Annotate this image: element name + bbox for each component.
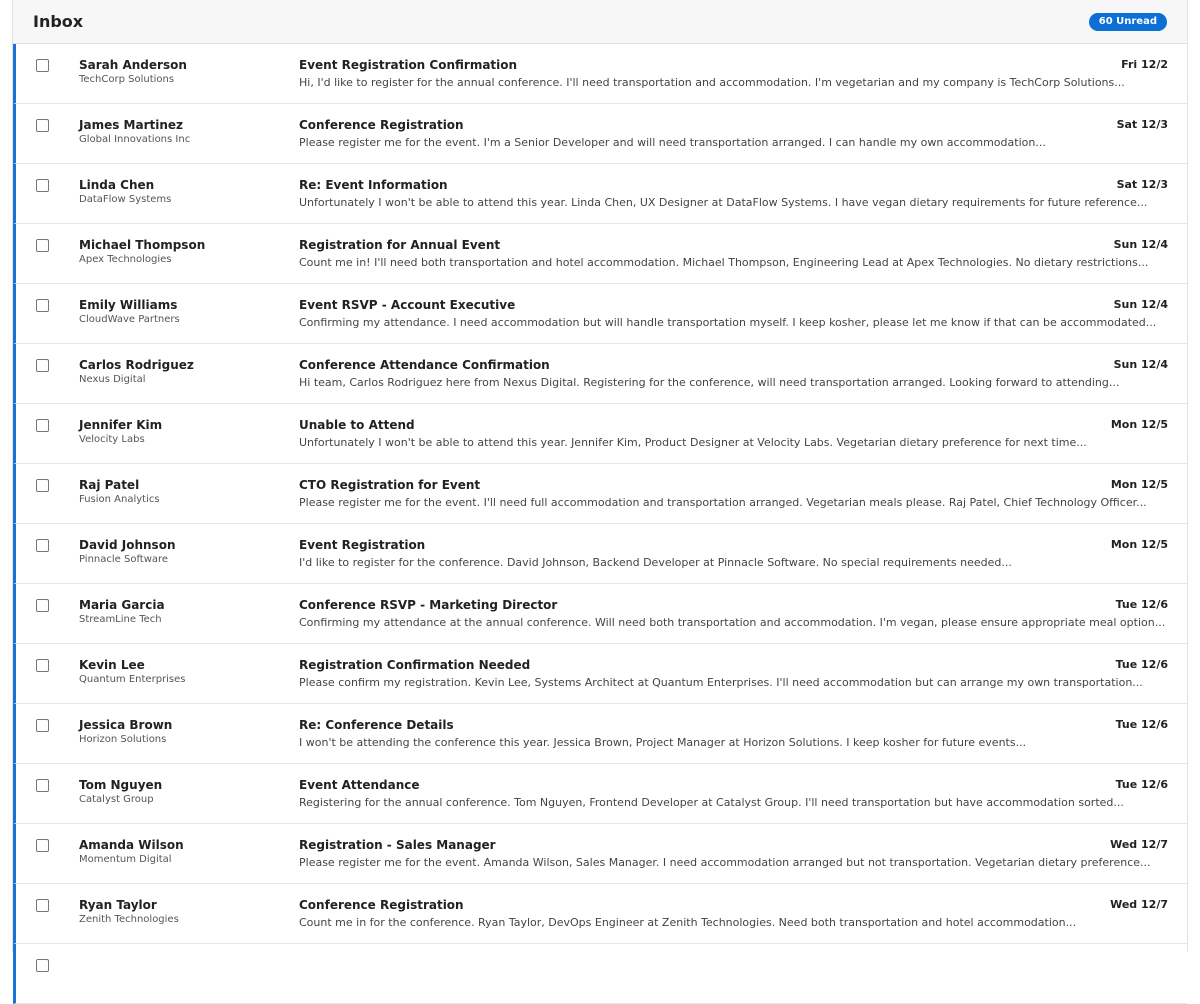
- email-subject: Registration for Annual Event: [299, 238, 501, 252]
- select-email-checkbox[interactable]: [36, 419, 49, 432]
- email-date: Sat 12/3: [1116, 178, 1168, 191]
- sender-company: Nexus Digital: [79, 374, 146, 385]
- email-preview: Please confirm my registration. Kevin Lee, Systems Architect at Quantum Enterprises. I'll need accommodation but can arrange my own transportation...: [299, 676, 1143, 689]
- email-row[interactable]: [13, 464, 1187, 524]
- email-row[interactable]: [13, 584, 1187, 644]
- sender-block: [79, 358, 289, 386]
- email-date: Sun 12/4: [1113, 358, 1168, 371]
- email-date: Sun 12/4: [1113, 298, 1168, 311]
- email-date: Wed 12/7: [1110, 898, 1168, 911]
- sender-block: [79, 238, 289, 266]
- email-preview: Count me in for the conference. Ryan Taylor, DevOps Engineer at Zenith Technologies. Need both transportation and hotel accommodation...: [299, 916, 1077, 929]
- sender-name: Emily Williams: [79, 298, 178, 312]
- email-preview: Registering for the annual conference. Tom Nguyen, Frontend Developer at Catalyst Group. I'll need transportation but have accommodation sorted...: [299, 796, 1124, 809]
- email-content: [299, 118, 1069, 149]
- sender-company: Zenith Technologies: [79, 914, 179, 925]
- email-preview: Please register me for the event. Amanda Wilson, Sales Manager. I need accommodation arranged but not transportation. Vegetarian dietary preference...: [299, 856, 1151, 869]
- email-row[interactable]: [13, 824, 1187, 884]
- email-subject: Event RSVP - Account Executive: [299, 298, 516, 312]
- sender-name: Sarah Anderson: [79, 58, 187, 72]
- sender-company: Quantum Enterprises: [79, 674, 186, 685]
- sender-name: Michael Thompson: [79, 238, 206, 252]
- select-email-checkbox[interactable]: [36, 779, 49, 792]
- select-email-checkbox[interactable]: [36, 899, 49, 912]
- email-subject: Registration Confirmation Needed: [299, 658, 531, 672]
- select-email-checkbox[interactable]: [36, 659, 49, 672]
- email-date: Mon 12/5: [1110, 478, 1168, 491]
- email-row[interactable]: [13, 944, 1187, 1004]
- sender-block: [79, 298, 289, 326]
- sender-name: Carlos Rodriguez: [79, 358, 194, 372]
- email-preview: Please register me for the event. I'm a Senior Developer and will need transportation arranged. I can handle my own accommodation...: [299, 136, 1046, 149]
- select-email-checkbox[interactable]: [36, 239, 49, 252]
- select-email-checkbox[interactable]: [36, 179, 49, 192]
- email-date: Fri 12/2: [1121, 58, 1168, 71]
- email-date: Wed 12/7: [1110, 838, 1168, 851]
- email-preview: Hi, I'd like to register for the annual conference. I'll need transportation and accommodation. I'm vegetarian and my company is TechCorp Solutions...: [299, 76, 1125, 89]
- email-row[interactable]: [13, 104, 1187, 164]
- select-email-checkbox[interactable]: [36, 719, 49, 732]
- select-email-checkbox[interactable]: [36, 59, 49, 72]
- email-content: [299, 538, 1069, 569]
- email-date: Tue 12/6: [1115, 598, 1168, 611]
- email-content: [299, 718, 1069, 749]
- sender-company: Apex Technologies: [79, 254, 172, 265]
- email-content: [299, 778, 1124, 809]
- email-preview: Confirming my attendance. I need accommodation but will handle transportation myself. I keep kosher, please let me know if that can be accommodated...: [299, 316, 1157, 329]
- sender-name: Maria Garcia: [79, 598, 165, 612]
- email-content: [299, 898, 1077, 929]
- sender-block: [79, 778, 289, 806]
- sender-company: Pinnacle Software: [79, 554, 169, 565]
- inbox-panel: [12, 0, 1188, 952]
- sender-block: [79, 898, 289, 926]
- sender-company: Momentum Digital: [79, 854, 172, 865]
- select-email-checkbox[interactable]: [36, 599, 49, 612]
- sender-company: StreamLine Tech: [79, 614, 162, 625]
- email-preview: Hi team, Carlos Rodriguez here from Nexus Digital. Registering for the conference, will need transportation arranged. Looking forward to attending...: [299, 376, 1120, 389]
- select-email-checkbox[interactable]: [36, 839, 49, 852]
- email-subject: CTO Registration for Event: [299, 478, 481, 492]
- email-date: Mon 12/5: [1110, 418, 1168, 431]
- email-row[interactable]: [13, 524, 1187, 584]
- sender-name: David Johnson: [79, 538, 176, 552]
- email-subject: Re: Event Information: [299, 178, 448, 192]
- email-subject: Unable to Attend: [299, 418, 415, 432]
- email-content: [299, 418, 1087, 449]
- select-email-checkbox[interactable]: [36, 479, 49, 492]
- email-content: [299, 58, 1125, 89]
- sender-block: [79, 598, 289, 626]
- sender-name: Jennifer Kim: [79, 418, 163, 432]
- email-row[interactable]: [13, 404, 1187, 464]
- email-date: Tue 12/6: [1115, 718, 1168, 731]
- email-subject: Conference Registration: [299, 898, 464, 912]
- sender-block: [79, 718, 289, 746]
- sender-company: Global Innovations Inc: [79, 134, 191, 145]
- email-subject: Event Registration Confirmation: [299, 58, 518, 72]
- sender-block: [79, 838, 289, 866]
- unread-count-badge: 60 Unread: [1089, 13, 1167, 31]
- select-email-checkbox[interactable]: [36, 299, 49, 312]
- sender-company: TechCorp Solutions: [79, 74, 175, 85]
- email-date: Tue 12/6: [1115, 658, 1168, 671]
- email-preview: Please register me for the event. I'll need full accommodation and transportation arranged. Vegetarian meals please. Raj Patel, Chief Technology Officer...: [299, 496, 1147, 509]
- sender-name: Raj Patel: [79, 478, 140, 492]
- email-preview: Unfortunately I won't be able to attend this year. Linda Chen, UX Designer at DataFlow Systems. I have vegan dietary requirements for future reference...: [299, 196, 1148, 209]
- sender-block: [79, 58, 289, 86]
- sender-name: Ryan Taylor: [79, 898, 157, 912]
- email-subject: Event Registration: [299, 538, 426, 552]
- email-row[interactable]: [13, 644, 1187, 704]
- email-preview: I'd like to register for the conference. David Johnson, Backend Developer at Pinnacle Software. No special requirements needed...: [299, 556, 1012, 569]
- email-row[interactable]: [13, 764, 1187, 824]
- sender-company: CloudWave Partners: [79, 314, 180, 325]
- email-preview: Confirming my attendance at the annual conference. Will need both transportation and accommodation. I'm vegan, please ensure appropriate meal option...: [299, 616, 1166, 629]
- sender-name: Tom Nguyen: [79, 778, 163, 792]
- sender-company: Fusion Analytics: [79, 494, 160, 505]
- sender-company: DataFlow Systems: [79, 194, 172, 205]
- email-subject: Conference Registration: [299, 118, 464, 132]
- inbox-header: [13, 0, 1187, 44]
- email-subject: Registration - Sales Manager: [299, 838, 496, 852]
- sender-name: Linda Chen: [79, 178, 155, 192]
- email-date: Sun 12/4: [1113, 238, 1168, 251]
- sender-name: Kevin Lee: [79, 658, 145, 672]
- select-email-checkbox[interactable]: [36, 119, 49, 132]
- email-row[interactable]: [13, 704, 1187, 764]
- sender-block: [79, 418, 289, 446]
- sender-block: [79, 178, 289, 206]
- email-row[interactable]: [13, 284, 1187, 344]
- email-preview: Count me in! I'll need both transportation and hotel accommodation. Michael Thompson, Engineering Lead at Apex Technologies. No dietary restrictions...: [299, 256, 1149, 269]
- email-row[interactable]: [13, 44, 1187, 104]
- email-date: Tue 12/6: [1115, 778, 1168, 791]
- email-content: [299, 958, 1069, 962]
- email-row[interactable]: [13, 224, 1187, 284]
- sender-name: James Martinez: [79, 118, 183, 132]
- sender-name: Jessica Brown: [79, 718, 173, 732]
- sender-company: Horizon Solutions: [79, 734, 167, 745]
- email-list: [13, 44, 1187, 1004]
- email-subject: Conference RSVP - Marketing Director: [299, 598, 558, 612]
- email-row[interactable]: [13, 884, 1187, 944]
- email-subject: Conference Attendance Confirmation: [299, 358, 550, 372]
- email-content: [299, 358, 1120, 389]
- email-date: Sat 12/3: [1116, 118, 1168, 131]
- email-row[interactable]: [13, 344, 1187, 404]
- sender-block: [79, 658, 289, 686]
- email-date: Mon 12/5: [1110, 538, 1168, 551]
- sender-name: Amanda Wilson: [79, 838, 184, 852]
- select-email-checkbox[interactable]: [36, 359, 49, 372]
- select-email-checkbox[interactable]: [36, 959, 49, 972]
- sender-company: Catalyst Group: [79, 794, 154, 805]
- sender-company: Velocity Labs: [79, 434, 145, 445]
- email-subject: Re: Conference Details: [299, 718, 454, 732]
- email-preview: Unfortunately I won't be able to attend this year. Jennifer Kim, Product Designer at Velocity Labs. Vegetarian dietary preference for next time...: [299, 436, 1087, 449]
- email-row[interactable]: [13, 164, 1187, 224]
- sender-block: [79, 478, 289, 506]
- email-preview: I won't be attending the conference this year. Jessica Brown, Project Manager at Horizon Solutions. I keep kosher for future events...: [299, 736, 1027, 749]
- select-email-checkbox[interactable]: [36, 539, 49, 552]
- page-title: Inbox: [33, 12, 84, 31]
- sender-block: [79, 538, 289, 566]
- sender-block: [79, 958, 289, 960]
- sender-block: [79, 118, 289, 146]
- email-subject: Event Attendance: [299, 778, 420, 792]
